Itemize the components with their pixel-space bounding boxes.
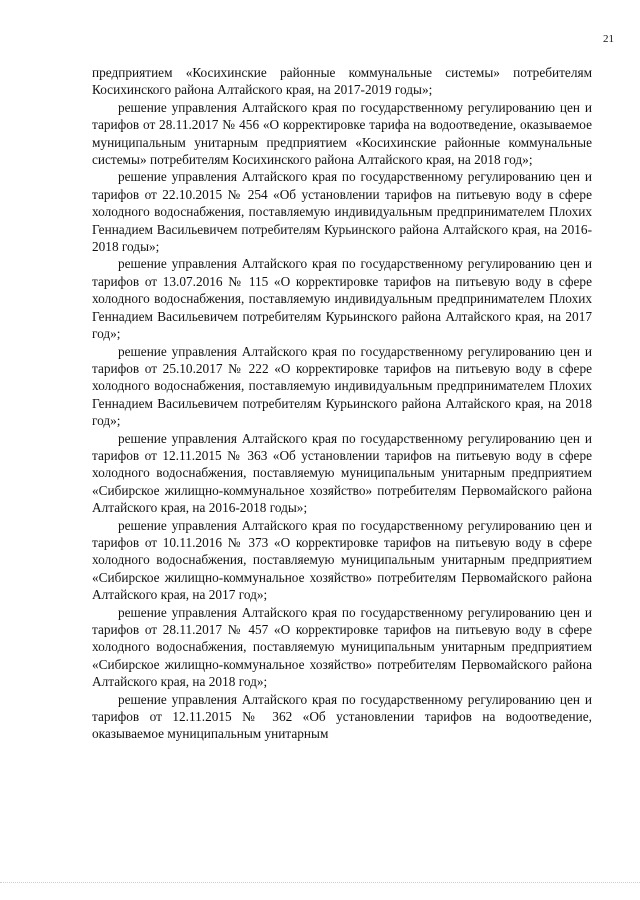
scan-edge-line: [0, 882, 640, 883]
paragraph: решение управления Алтайского края по государственному регулированию цен и тарифов от 28.11.2017 № 457 «О корректировке тарифов на питьевую воду в сфере холодного водоснабжения, поставляемую муниципальным унитарным предприятием «Сибирское жилищно-коммунальное хозяйство» потребителям Первомайского района Алтайского края, на 2018 год»;: [92, 604, 592, 690]
paragraph-continued: предприятием «Косихинские районные коммунальные системы» потребителям Косихинского района Алтайского края, на 2017-2019 годы»;: [92, 65, 592, 98]
paragraph: решение управления Алтайского края по государственному регулированию цен и тарифов от 25.10.2017 № 222 «О корректировке тарифов на питьевую воду в сфере холодного водоснабжения, поставляемую индивидуальным предпринимателем Плохих Геннадием Васильевичем потребителям Курьинского района Алтайского края, на 2018 год»;: [92, 343, 592, 429]
paragraph: решение управления Алтайского края по государственному регулированию цен и тарифов от 28.11.2017 № 456 «О корректировке тарифа на водоотведение, оказываемое муниципальным унитарным предприятием «Косихинские районные коммунальные системы» потребителям Косихинского района Алтайского края, на 2018 год»;: [92, 99, 592, 168]
paragraph: решение управления Алтайского края по государственному регулированию цен и тарифов от 13.07.2016 № 115 «О корректировке тарифов на питьевую воду в сфере холодного водоснабжения, поставляемую индивидуальным предпринимателем Плохих Геннадием Васильевичем потребителям Курьинского района Алтайского края, на 2017 год»;: [92, 256, 592, 342]
paragraph: решение управления Алтайского края по государственному регулированию цен и тарифов от 12.11.2015 № 362 «Об установлении тарифов на водоотведение, оказываемое муниципальным унитарным: [92, 691, 592, 742]
paragraph: решение управления Алтайского края по государственному регулированию цен и тарифов от 12.11.2015 № 363 «Об установлении тарифов на питьевую воду в сфере холодного водоснабжения, поставляемую муниципальным унитарным предприятием «Сибирское жилищно-коммунальное хозяйство» потребителям Первомайского района Алтайского края, на 2016-2018 годы»;: [92, 430, 592, 516]
paragraph: решение управления Алтайского края по государственному регулированию цен и тарифов от 10.11.2016 № 373 «О корректировке тарифов на питьевую воду в сфере холодного водоснабжения, поставляемую муниципальным унитарным предприятием «Сибирское жилищно-коммунальное хозяйство» потребителям Первомайского района Алтайского края, на 2017 год»;: [92, 517, 592, 603]
page-number: 21: [603, 33, 614, 45]
document-body: [92, 64, 592, 743]
paragraph: решение управления Алтайского края по государственному регулированию цен и тарифов от 22.10.2015 № 254 «Об установлении тарифов на питьевую воду в сфере холодного водоснабжения, поставляемую индивидуальным предпринимателем Плохих Геннадием Васильевичем потребителям Курьинского района Алтайского края, на 2016-2018 годы»;: [92, 169, 592, 255]
